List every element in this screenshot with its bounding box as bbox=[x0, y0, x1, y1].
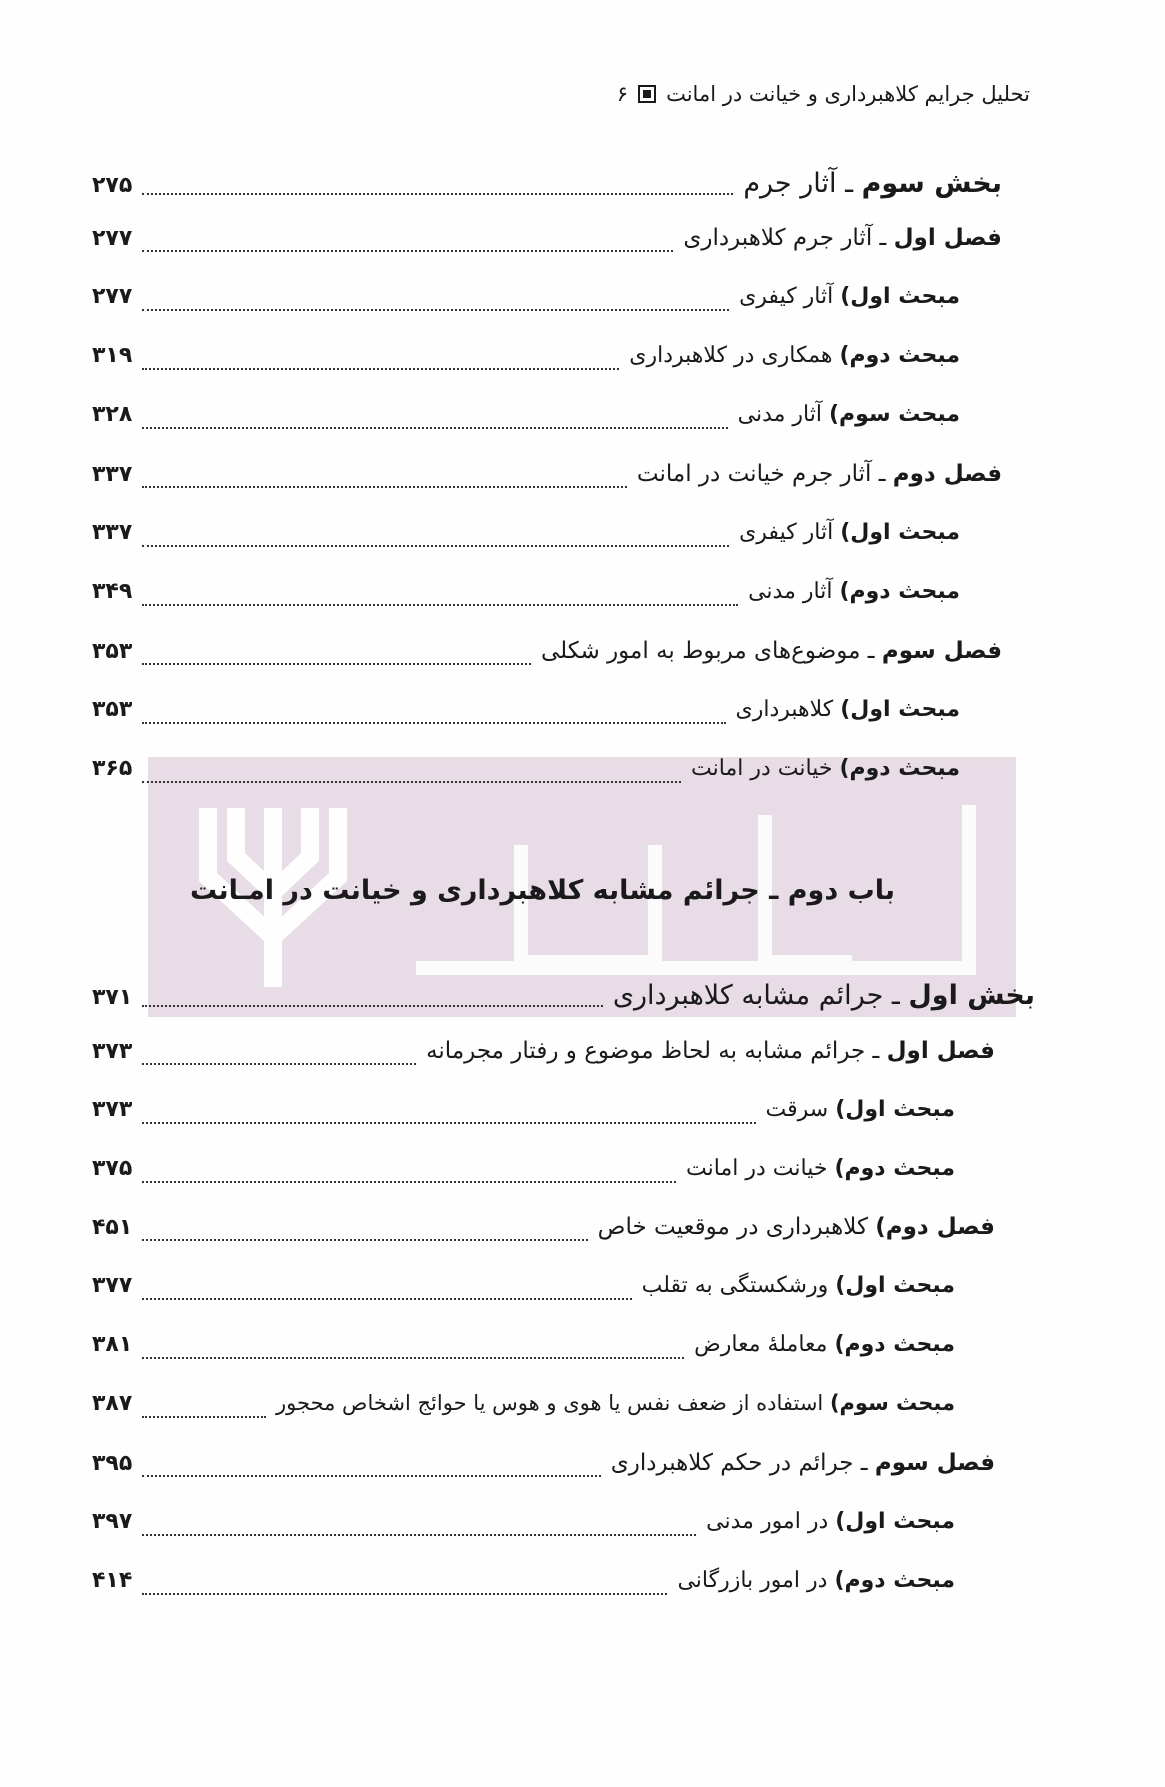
toc-entry-text: آثار کیفری bbox=[739, 520, 841, 545]
dot-leader bbox=[142, 1110, 755, 1124]
toc-entry bbox=[92, 1332, 955, 1372]
toc-entry-bold: فصل اول bbox=[886, 1038, 995, 1064]
toc-page-number: ۳۷۷ bbox=[92, 1273, 133, 1298]
dot-leader bbox=[142, 1051, 416, 1065]
toc-entry-text: ـ جرائم مشابه به لحاظ موضوع و رفتار مجرمانه bbox=[426, 1038, 887, 1064]
toc-page-number: ۳۸۷ bbox=[92, 1391, 133, 1416]
toc-entry bbox=[92, 1097, 955, 1137]
toc-entry-text: آثار مدنی bbox=[737, 402, 829, 427]
toc-entry bbox=[92, 1273, 955, 1313]
toc-entry-text: خیانت در امانت bbox=[686, 1156, 835, 1181]
header-running-title: تحلیل جرایم کلاهبرداری و خیانت در امانت bbox=[666, 82, 1030, 106]
toc-entry-text: سرقت bbox=[765, 1097, 836, 1122]
toc-entry bbox=[92, 1509, 955, 1549]
toc-entry-bold: مبحث اول) bbox=[840, 284, 960, 309]
toc-entry-bold: مبحث اول) bbox=[835, 1097, 955, 1122]
toc-entry bbox=[92, 1156, 955, 1196]
dot-leader bbox=[142, 1463, 600, 1477]
toc-entry-bold: فصل سوم bbox=[881, 638, 1002, 664]
toc-page-number: ۳۱۹ bbox=[92, 343, 133, 368]
toc-entry bbox=[92, 1568, 955, 1608]
toc-entry-text: در امور مدنی bbox=[706, 1509, 836, 1534]
toc-page-number: ۳۴۹ bbox=[92, 579, 133, 604]
toc-page-number: ۳۸۱ bbox=[92, 1332, 133, 1357]
dot-leader bbox=[142, 1169, 676, 1183]
toc-entry-text: ورشکستگی به تقلب bbox=[641, 1273, 836, 1298]
dot-leader bbox=[142, 1581, 667, 1595]
dot-leader bbox=[142, 1227, 587, 1241]
toc-entry-text: ـ جرائم در حکم کلاهبرداری bbox=[610, 1450, 875, 1476]
toc-entry-text: همکاری در کلاهبرداری bbox=[629, 343, 840, 368]
toc-entry-text: ـ موضوع‌های مربوط به امور شکلی bbox=[541, 638, 882, 664]
toc-entry-bold: مبحث دوم) bbox=[839, 756, 960, 781]
chapter-title: باب دوم ـ جرائم مشابه کلاهبرداری و خیانت در امـانت bbox=[189, 875, 895, 906]
toc-entry-bold: مبحث دوم) bbox=[839, 579, 960, 604]
dot-leader bbox=[142, 993, 603, 1007]
toc-entry-bold: مبحث سوم) bbox=[828, 402, 960, 427]
header-page-number: ۶ bbox=[616, 82, 629, 106]
toc-entry-text: ـ آثار جرم کلاهبرداری bbox=[683, 225, 894, 251]
toc-entry bbox=[92, 980, 1035, 1020]
toc-page-number: ۳۲۸ bbox=[92, 402, 133, 427]
toc-entry-text: کلاهبرداری bbox=[735, 697, 841, 722]
toc-entry-text: در امور بازرگانی bbox=[677, 1568, 835, 1593]
toc-entry-bold: مبحث دوم) bbox=[839, 343, 960, 368]
toc-page-number: ۳۷۱ bbox=[92, 985, 133, 1010]
toc-page-number: ۴۱۴ bbox=[92, 1568, 133, 1593]
toc-page-number: ۲۷۵ bbox=[92, 173, 133, 198]
toc-entry bbox=[92, 1450, 995, 1490]
toc-entry-text: خیانت در امانت bbox=[691, 756, 840, 781]
dot-leader bbox=[142, 1345, 684, 1359]
toc-entry bbox=[92, 1214, 995, 1254]
toc-entry-bold: بخش سوم bbox=[861, 168, 1002, 199]
dot-leader bbox=[142, 1404, 266, 1418]
toc-entry-text: آثار مدنی bbox=[748, 579, 840, 604]
toc-entry-bold: مبحث دوم) bbox=[834, 1332, 955, 1357]
dot-leader bbox=[142, 1286, 631, 1300]
toc-entry-bold: فصل سوم bbox=[874, 1450, 995, 1476]
toc-page-number: ۳۳۷ bbox=[92, 462, 133, 487]
toc-page-number: ۳۷۳ bbox=[92, 1039, 133, 1064]
toc-page-number: ۳۷۵ bbox=[92, 1156, 133, 1181]
toc-entry-text: ـ آثار جرم خیانت در امانت bbox=[636, 461, 893, 487]
toc-entry-bold: مبحث دوم) bbox=[834, 1568, 955, 1593]
toc-page-number: ۳۶۵ bbox=[92, 756, 133, 781]
toc-entry-bold: مبحث اول) bbox=[835, 1509, 955, 1534]
toc-entry-text: معاملهٔ معارض bbox=[694, 1332, 835, 1357]
toc-entry bbox=[92, 1038, 995, 1078]
toc-entry bbox=[92, 1391, 955, 1431]
toc-page-number: ۲۷۷ bbox=[92, 226, 133, 251]
toc-entry-bold: بخش اول bbox=[908, 980, 1035, 1011]
toc-page-number: ۴۵۱ bbox=[92, 1215, 133, 1240]
toc-entry-text: آثار کیفری bbox=[739, 284, 841, 309]
toc-page-number: ۳۷۳ bbox=[92, 1097, 133, 1122]
toc-entry-bold: فصل دوم) bbox=[875, 1214, 995, 1240]
toc-entry-text: کلاهبرداری در موقعیت خاص bbox=[597, 1214, 876, 1240]
dot-leader bbox=[142, 1522, 696, 1536]
toc-entry-text: استفاده از ضعف نفس یا هوی و هوس یا حوائج اشخاص محجور bbox=[276, 1391, 830, 1415]
toc-page-number: ۳۹۷ bbox=[92, 1509, 133, 1534]
toc-entry-bold: فصل دوم bbox=[892, 461, 1002, 487]
toc-page-number: ۲۷۷ bbox=[92, 284, 133, 309]
toc-entry-bold: مبحث اول) bbox=[840, 520, 960, 545]
toc-entry-bold: مبحث سوم) bbox=[829, 1391, 955, 1415]
toc-entry-bold: مبحث دوم) bbox=[834, 1156, 955, 1181]
toc-page-number: ۳۵۳ bbox=[92, 639, 133, 664]
toc-page-number: ۳۹۵ bbox=[92, 1451, 133, 1476]
toc-entry-text: ـ جرائم مشابه کلاهبرداری bbox=[612, 980, 909, 1011]
toc-page-number: ۳۳۷ bbox=[92, 520, 133, 545]
toc-entry-bold: فصل اول bbox=[893, 225, 1002, 251]
toc-page-number: ۳۵۳ bbox=[92, 697, 133, 722]
toc-entry-bold: مبحث اول) bbox=[840, 697, 960, 722]
toc-entry-bold: مبحث اول) bbox=[835, 1273, 955, 1298]
toc-entry-text: ـ آثار جرم bbox=[743, 168, 862, 199]
